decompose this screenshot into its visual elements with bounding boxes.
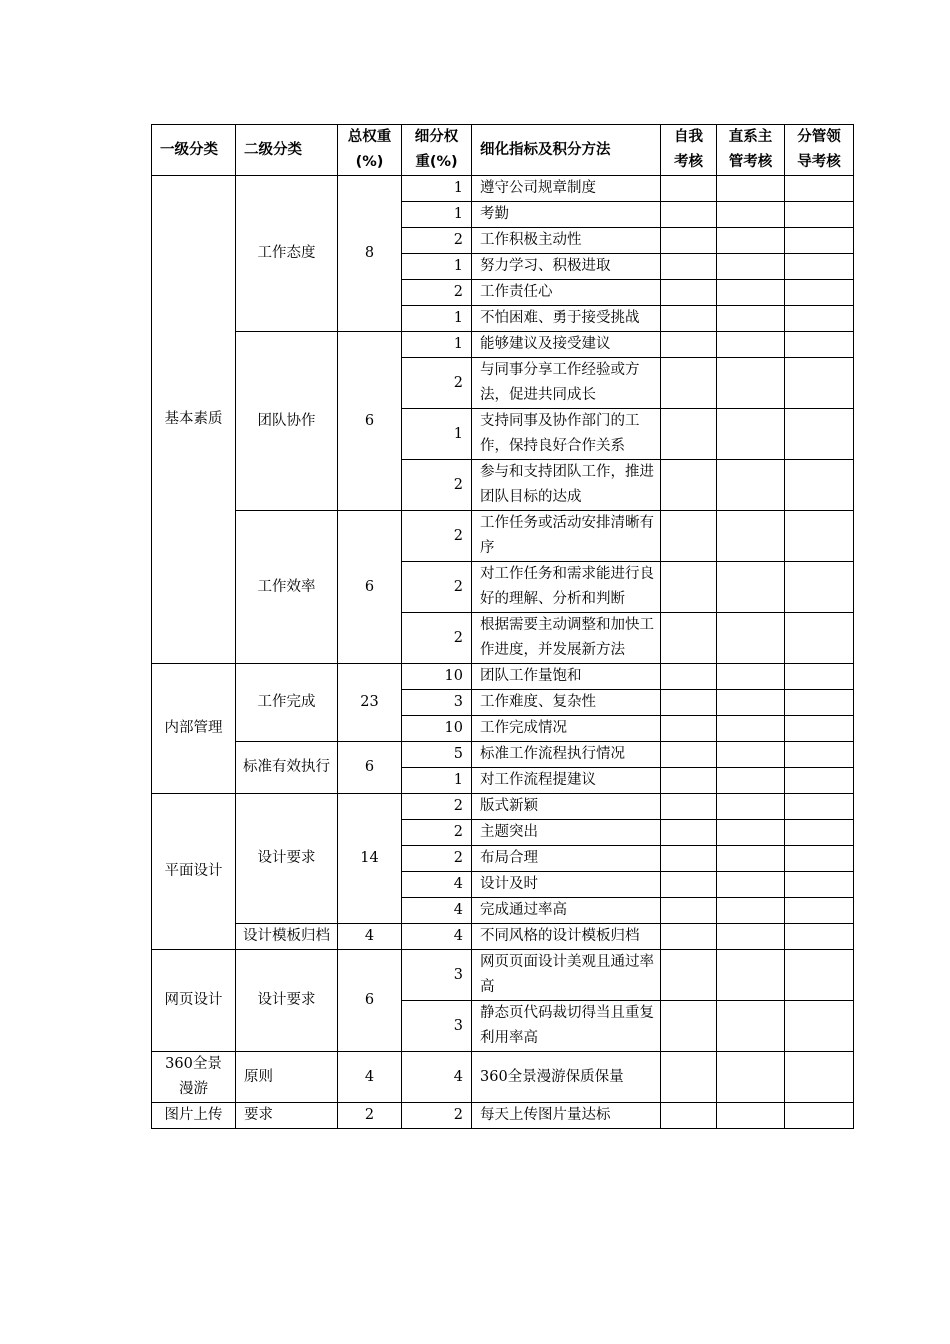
self-review-cell[interactable] (661, 1052, 717, 1103)
self-review-cell[interactable] (661, 358, 717, 409)
supervisor-review-cell[interactable] (717, 1052, 785, 1103)
header-row (152, 125, 854, 176)
supervisor-review-cell[interactable] (717, 716, 785, 742)
leader-review-cell[interactable] (785, 460, 854, 511)
level2-cell: 标准有效执行 (236, 742, 338, 794)
self-review-cell[interactable] (661, 306, 717, 332)
supervisor-review-cell[interactable] (717, 460, 785, 511)
header-level2: 二级分类 (236, 125, 338, 176)
sub-weight-cell: 1 (402, 254, 472, 280)
indicator-cell: 工作难度、复杂性 (472, 690, 661, 716)
leader-review-cell[interactable] (785, 306, 854, 332)
assessment-table (151, 124, 854, 1129)
supervisor-review-cell[interactable] (717, 950, 785, 1001)
leader-review-cell[interactable] (785, 409, 854, 460)
table-row (152, 332, 854, 358)
sub-weight-cell: 1 (402, 306, 472, 332)
level1-cell: 平面设计 (152, 794, 236, 950)
indicator-cell: 能够建议及接受建议 (472, 332, 661, 358)
level2-cell: 工作完成 (236, 664, 338, 742)
indicator-cell: 遵守公司规章制度 (472, 176, 661, 202)
indicator-cell: 静态页代码裁切得当且重复利用率高 (472, 1001, 661, 1052)
supervisor-review-cell[interactable] (717, 409, 785, 460)
level2-cell: 工作效率 (236, 511, 338, 664)
self-review-cell[interactable] (661, 613, 717, 664)
self-review-cell[interactable] (661, 924, 717, 950)
sub-weight-cell: 1 (402, 409, 472, 460)
supervisor-review-cell[interactable] (717, 794, 785, 820)
sub-weight-cell: 2 (402, 1103, 472, 1129)
self-review-cell[interactable] (661, 562, 717, 613)
level1-cell: 内部管理 (152, 664, 236, 794)
total-weight-cell: 14 (338, 794, 402, 924)
sub-weight-cell: 4 (402, 898, 472, 924)
indicator-cell: 考勤 (472, 202, 661, 228)
self-review-cell[interactable] (661, 460, 717, 511)
self-review-cell[interactable] (661, 950, 717, 1001)
header-leader-review: 分管领导考核 (785, 125, 854, 176)
leader-review-cell[interactable] (785, 358, 854, 409)
sub-weight-cell: 2 (402, 613, 472, 664)
supervisor-review-cell[interactable] (717, 511, 785, 562)
sub-weight-cell: 3 (402, 950, 472, 1001)
sub-weight-cell: 2 (402, 280, 472, 306)
leader-review-cell[interactable] (785, 254, 854, 280)
leader-review-cell[interactable] (785, 511, 854, 562)
supervisor-review-cell[interactable] (717, 872, 785, 898)
leader-review-cell[interactable] (785, 1103, 854, 1129)
indicator-cell: 布局合理 (472, 846, 661, 872)
sub-weight-cell: 2 (402, 460, 472, 511)
indicator-cell: 工作任务或活动安排清晰有序 (472, 511, 661, 562)
leader-review-cell[interactable] (785, 768, 854, 794)
leader-review-cell[interactable] (785, 716, 854, 742)
total-weight-cell: 2 (338, 1103, 402, 1129)
indicator-cell: 网页页面设计美观且通过率高 (472, 950, 661, 1001)
indicator-cell: 完成通过率高 (472, 898, 661, 924)
leader-review-cell[interactable] (785, 820, 854, 846)
total-weight-cell: 6 (338, 332, 402, 511)
supervisor-review-cell[interactable] (717, 332, 785, 358)
total-weight-cell: 8 (338, 176, 402, 332)
supervisor-review-cell[interactable] (717, 768, 785, 794)
leader-review-cell[interactable] (785, 1001, 854, 1052)
supervisor-review-cell[interactable] (717, 820, 785, 846)
self-review-cell[interactable] (661, 794, 717, 820)
indicator-cell: 对工作流程提建议 (472, 768, 661, 794)
level2-cell: 团队协作 (236, 332, 338, 511)
supervisor-review-cell[interactable] (717, 202, 785, 228)
indicator-cell: 努力学习、积极进取 (472, 254, 661, 280)
self-review-cell[interactable] (661, 176, 717, 202)
supervisor-review-cell[interactable] (717, 254, 785, 280)
self-review-cell[interactable] (661, 409, 717, 460)
indicator-cell: 不怕困难、勇于接受挑战 (472, 306, 661, 332)
total-weight-cell: 6 (338, 950, 402, 1052)
header-sub-weight: 细分权重(%) (402, 125, 472, 176)
total-weight-cell: 6 (338, 742, 402, 794)
leader-review-cell[interactable] (785, 613, 854, 664)
sub-weight-cell: 2 (402, 846, 472, 872)
total-weight-cell: 6 (338, 511, 402, 664)
supervisor-review-cell[interactable] (717, 358, 785, 409)
sub-weight-cell: 3 (402, 1001, 472, 1052)
self-review-cell[interactable] (661, 664, 717, 690)
sub-weight-cell: 1 (402, 176, 472, 202)
supervisor-review-cell[interactable] (717, 176, 785, 202)
supervisor-review-cell[interactable] (717, 664, 785, 690)
leader-review-cell[interactable] (785, 280, 854, 306)
table-row (152, 950, 854, 1001)
sub-weight-cell: 10 (402, 716, 472, 742)
leader-review-cell[interactable] (785, 872, 854, 898)
header-self-review: 自我考核 (661, 125, 717, 176)
supervisor-review-cell[interactable] (717, 898, 785, 924)
level2-cell: 设计模板归档 (236, 924, 338, 950)
sub-weight-cell: 2 (402, 562, 472, 613)
table-row (152, 511, 854, 562)
leader-review-cell[interactable] (785, 950, 854, 1001)
leader-review-cell[interactable] (785, 794, 854, 820)
level2-cell: 原则 (236, 1052, 338, 1103)
table-row (152, 924, 854, 950)
self-review-cell[interactable] (661, 511, 717, 562)
indicator-cell: 支持同事及协作部门的工作，保持良好合作关系 (472, 409, 661, 460)
supervisor-review-cell[interactable] (717, 924, 785, 950)
total-weight-cell: 23 (338, 664, 402, 742)
level2-cell: 设计要求 (236, 794, 338, 924)
leader-review-cell[interactable] (785, 228, 854, 254)
level1-cell: 图片上传 (152, 1103, 236, 1129)
supervisor-review-cell[interactable] (717, 562, 785, 613)
sub-weight-cell: 10 (402, 664, 472, 690)
sub-weight-cell: 2 (402, 358, 472, 409)
level2-cell: 要求 (236, 1103, 338, 1129)
header-level1: 一级分类 (152, 125, 236, 176)
sub-weight-cell: 2 (402, 511, 472, 562)
supervisor-review-cell[interactable] (717, 228, 785, 254)
indicator-cell: 团队工作量饱和 (472, 664, 661, 690)
sub-weight-cell: 4 (402, 924, 472, 950)
leader-review-cell[interactable] (785, 176, 854, 202)
supervisor-review-cell[interactable] (717, 690, 785, 716)
sub-weight-cell: 2 (402, 794, 472, 820)
indicator-cell: 设计及时 (472, 872, 661, 898)
sub-weight-cell: 1 (402, 332, 472, 358)
indicator-cell: 根据需要主动调整和加快工作进度，并发展新方法 (472, 613, 661, 664)
level2-cell: 工作态度 (236, 176, 338, 332)
supervisor-review-cell[interactable] (717, 613, 785, 664)
indicator-cell: 工作责任心 (472, 280, 661, 306)
indicator-cell: 工作完成情况 (472, 716, 661, 742)
self-review-cell[interactable] (661, 332, 717, 358)
self-review-cell[interactable] (661, 1103, 717, 1129)
self-review-cell[interactable] (661, 690, 717, 716)
self-review-cell[interactable] (661, 820, 717, 846)
supervisor-review-cell[interactable] (717, 280, 785, 306)
table-row (152, 1052, 854, 1103)
sub-weight-cell: 5 (402, 742, 472, 768)
leader-review-cell[interactable] (785, 690, 854, 716)
table-row (152, 176, 854, 202)
total-weight-cell: 4 (338, 1052, 402, 1103)
leader-review-cell[interactable] (785, 202, 854, 228)
header-supervisor-review: 直系主管考核 (717, 125, 785, 176)
leader-review-cell[interactable] (785, 924, 854, 950)
sub-weight-cell: 1 (402, 768, 472, 794)
self-review-cell[interactable] (661, 716, 717, 742)
indicator-cell: 与同事分享工作经验或方法，促进共同成长 (472, 358, 661, 409)
self-review-cell[interactable] (661, 254, 717, 280)
sub-weight-cell: 4 (402, 872, 472, 898)
supervisor-review-cell[interactable] (717, 846, 785, 872)
self-review-cell[interactable] (661, 768, 717, 794)
table-row (152, 794, 854, 820)
leader-review-cell[interactable] (785, 846, 854, 872)
leader-review-cell[interactable] (785, 742, 854, 768)
self-review-cell[interactable] (661, 228, 717, 254)
supervisor-review-cell[interactable] (717, 306, 785, 332)
sub-weight-cell: 2 (402, 820, 472, 846)
leader-review-cell[interactable] (785, 1052, 854, 1103)
sub-weight-cell: 2 (402, 228, 472, 254)
supervisor-review-cell[interactable] (717, 742, 785, 768)
indicator-cell: 参与和支持团队工作，推进团队目标的达成 (472, 460, 661, 511)
level1-cell: 基本素质 (152, 176, 236, 664)
self-review-cell[interactable] (661, 742, 717, 768)
table-row (152, 664, 854, 690)
table-row (152, 742, 854, 768)
indicator-cell: 360全景漫游保质保量 (472, 1052, 661, 1103)
leader-review-cell[interactable] (785, 562, 854, 613)
table-row (152, 1103, 854, 1129)
level2-cell: 设计要求 (236, 950, 338, 1052)
indicator-cell: 每天上传图片量达标 (472, 1103, 661, 1129)
self-review-cell[interactable] (661, 202, 717, 228)
indicator-cell: 对工作任务和需求能进行良好的理解、分析和判断 (472, 562, 661, 613)
sub-weight-cell: 4 (402, 1052, 472, 1103)
supervisor-review-cell[interactable] (717, 1001, 785, 1052)
self-review-cell[interactable] (661, 898, 717, 924)
leader-review-cell[interactable] (785, 664, 854, 690)
supervisor-review-cell[interactable] (717, 1103, 785, 1129)
self-review-cell[interactable] (661, 1001, 717, 1052)
total-weight-cell: 4 (338, 924, 402, 950)
indicator-cell: 主题突出 (472, 820, 661, 846)
sub-weight-cell: 1 (402, 202, 472, 228)
level1-cell: 网页设计 (152, 950, 236, 1052)
self-review-cell[interactable] (661, 872, 717, 898)
indicator-cell: 工作积极主动性 (472, 228, 661, 254)
header-indicator: 细化指标及积分方法 (472, 125, 661, 176)
self-review-cell[interactable] (661, 280, 717, 306)
header-total-weight: 总权重(%) (338, 125, 402, 176)
self-review-cell[interactable] (661, 846, 717, 872)
indicator-cell: 标准工作流程执行情况 (472, 742, 661, 768)
leader-review-cell[interactable] (785, 332, 854, 358)
sub-weight-cell: 3 (402, 690, 472, 716)
indicator-cell: 不同风格的设计模板归档 (472, 924, 661, 950)
indicator-cell: 版式新颖 (472, 794, 661, 820)
leader-review-cell[interactable] (785, 898, 854, 924)
level1-cell: 360全景漫游 (152, 1052, 236, 1103)
